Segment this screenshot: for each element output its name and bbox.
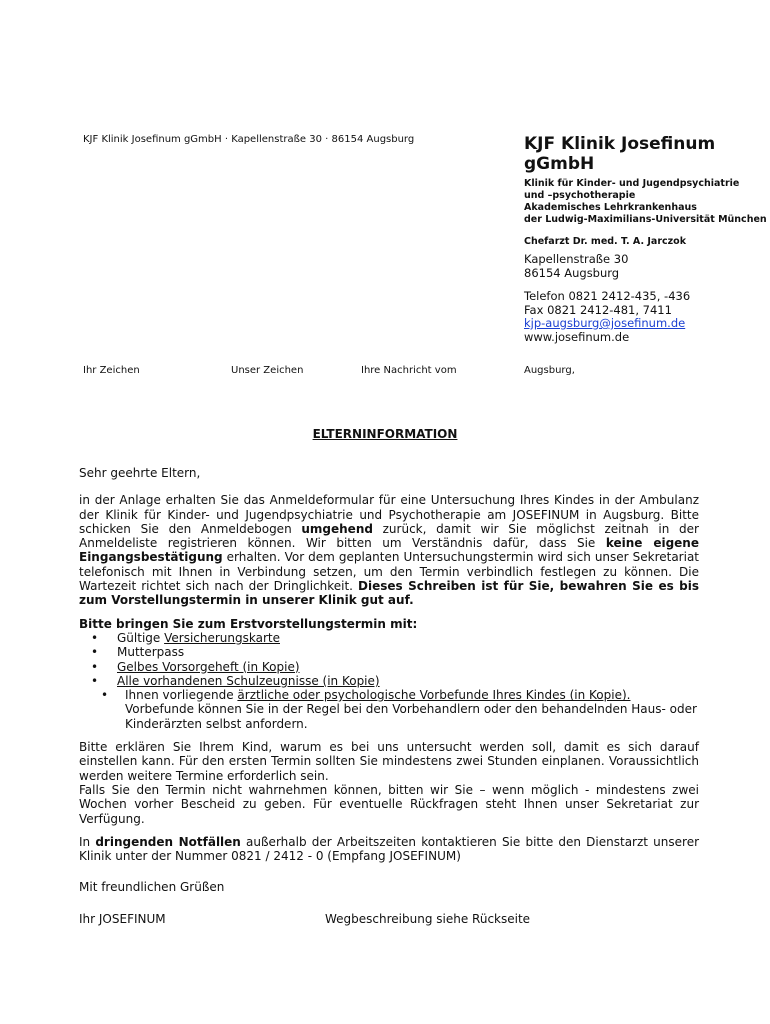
emphasis-umgehend: umgehend <box>301 521 373 536</box>
item-checkup-booklet: Gelbes Vorsorgeheft (in Kopie) <box>117 659 300 674</box>
text-run: In <box>79 834 96 849</box>
text-run: Ihnen vorliegende <box>125 688 238 703</box>
item-maternity-pass: Mutterpass <box>117 645 185 660</box>
bullet: • <box>101 688 109 703</box>
bullet: • <box>91 630 99 645</box>
document-title: ELTERNINFORMATION <box>312 427 458 441</box>
directions-note: Wegbeschreibung siehe Rückseite <box>325 911 531 926</box>
organization-name-line2: gGmbH <box>524 154 595 174</box>
ref-unser-zeichen: Unser Zeichen <box>231 365 304 376</box>
subtitle-line: der Ludwig-Maximilians-Universität München <box>524 214 767 225</box>
item-insurance-card: Versicherungskarte <box>164 630 280 645</box>
checklist-heading: Bitte bringen Sie zum Erstvorstellungstermin mit: <box>79 616 418 631</box>
list-item <box>79 660 699 674</box>
organization-name <box>524 134 770 174</box>
list-item <box>79 688 699 731</box>
organization-contact <box>524 290 770 344</box>
organization-address <box>524 252 770 280</box>
list-item <box>79 674 699 688</box>
ref-place-date: Augsburg, <box>524 365 575 376</box>
text-run: in der Anlage erhalten Sie das Anmeldeformular für eine Untersuchung Ihres Kindes in der Ambulanz der Klinik für Kinder- und Jugendpsychiatrie und Psychotherapie am JOSEFINUM in Augsburg. Bitte schicken Sie den Anmeldebogen <box>79 493 699 536</box>
emphasis-emergencies: dringenden Notfällen <box>95 834 241 849</box>
subtitle-line: Akademisches Lehrkrankenhaus <box>524 202 697 213</box>
paragraph-cancellation: Falls Sie den Termin nicht wahrnehmen können, bitten wir Sie – wenn möglich - mindestens zwei Wochen vorher Bescheid zu geben. Für eventuelle Rückfragen steht Ihnen unser Sekretariat zur Verfügung. <box>79 782 699 826</box>
emphasis-keep-letter: Dieses Schreiben ist für Sie, bewahren Sie es bis zum Vorstellungstermin in unserer Klinik gut auf. <box>79 579 699 608</box>
sender-address-line: KJF Klinik Josefinum gGmbH · Kapellenstraße 30 · 86154 Augsburg <box>83 134 415 145</box>
text-run: zurück, damit wir Sie möglichst zeitnah in der Anmeldeliste registrieren können. Wir bitten um Verständnis dafür, dass Sie <box>79 521 699 551</box>
email-link[interactable]: kjp-augsburg@josefinum.de <box>524 316 686 330</box>
organization-name-line1: KJF Klinik Josefinum <box>524 134 716 154</box>
bullet: • <box>91 673 99 688</box>
ref-ihre-nachricht: Ihre Nachricht vom <box>361 365 457 376</box>
organization-subtitle <box>524 178 770 226</box>
paragraph-explain-child: Bitte erklären Sie Ihrem Kind, warum es bei uns untersucht werden soll, damit es sich darauf einstellen kann. Für den ersten Termin sollten Sie mindestens zwei Stunden einplanen. Voraussichtlich werden weitere Termine erforderlich sein. <box>79 740 699 783</box>
chief-physician: Chefarzt Dr. med. T. A. Jarczok <box>524 236 687 247</box>
text-run: erhalten. Vor dem geplanten Untersuchungstermin wird sich unser Sekretariat telefonisch mit Ihnen in Verbindung setzen, um den Termin verbindlich festlegen zu können. Die Wartezeit richtet sich nach der Dringlichkeit. <box>79 550 699 594</box>
website: www.josefinum.de <box>524 329 630 344</box>
subtitle-line: Klinik für Kinder- und Jugendpsychiatrie <box>524 178 740 189</box>
bullet: • <box>91 645 99 660</box>
subtitle-line: und –psychotherapie <box>524 190 636 201</box>
item-school-reports: Alle vorhandenen Schulzeugnisse (in Kopie) <box>117 673 380 688</box>
item-prior-findings: ärztliche oder psychologische Vorbefunde Ihres Kindes (in Kopie). <box>237 688 631 703</box>
city: 86154 Augsburg <box>524 266 620 280</box>
salutation: Sehr geehrte Eltern, <box>79 466 201 480</box>
bullet: • <box>91 659 99 674</box>
street: Kapellenstraße 30 <box>524 252 629 266</box>
paragraph-registration <box>79 493 699 607</box>
fax: Fax 0821 2412-481, 7411 <box>524 302 672 317</box>
paragraph-emergency <box>79 835 699 864</box>
checklist <box>79 631 699 731</box>
list-item <box>79 631 699 645</box>
text-run: außerhalb der Arbeitszeiten kontaktieren Sie bitte den Dienstarzt unserer Klinik unter der Nummer 0821 / 2412 - 0 (Empfang JOSEFINUM) <box>79 834 700 864</box>
text-run: Gültige <box>117 630 165 645</box>
phone: Telefon 0821 2412-435, -436 <box>524 289 691 303</box>
letter-body <box>79 466 699 928</box>
item-prior-findings-note: Vorbefunde können Sie in der Regel bei den Vorbehandlern oder den behandelnden Haus- oder Kinderärzten selbst anfordern. <box>125 702 697 731</box>
emphasis-no-confirmation: keine eigene Eingangsbestätigung <box>79 536 699 565</box>
ref-ihr-zeichen: Ihr Zeichen <box>83 365 140 376</box>
signature: Ihr JOSEFINUM <box>79 911 166 926</box>
signature-row <box>79 912 699 928</box>
list-item <box>79 645 699 659</box>
letterhead <box>524 134 770 344</box>
closing: Mit freundlichen Grüßen <box>79 880 225 895</box>
